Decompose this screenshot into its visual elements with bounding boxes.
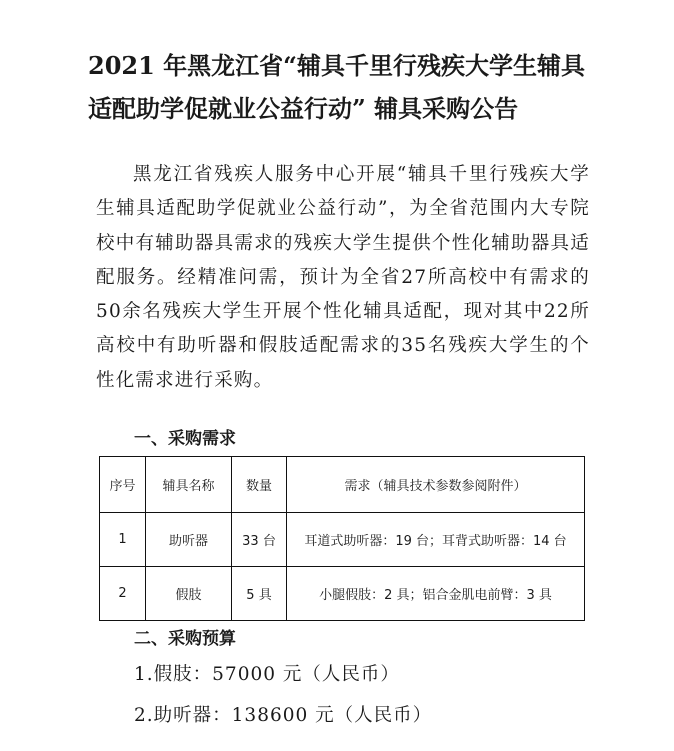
cell-name: 假肢 — [146, 567, 232, 621]
budget-item-prosthesis: 1.假肢：57000 元（人民币） — [134, 664, 400, 685]
intro-paragraph: 黑龙江省残疾人服务中心开展“辅具千里行残疾大学生辅具适配助学促就业公益行动”，为全省范围内大专院校中有辅助器具需求的残疾大学生提供个性化辅助器具适配服务。经精准问需，预计为全省27所高校中有需求的50余名残疾大学生开展个性化辅具适配，现对其中22所高校中有助听器和假肢适配需求的35名残疾大学生的个性化需求进行采购。 — [96, 164, 590, 391]
cell-requirement: 耳道式助听器：19 台；耳背式助听器：14 台 — [287, 513, 585, 567]
cell-name: 助听器 — [146, 513, 232, 567]
header-qty: 数量 — [232, 457, 287, 513]
table-header-row — [100, 457, 585, 513]
section-heading-requirements: 一、采购需求 — [134, 429, 236, 449]
header-requirement: 需求（辅具技术参数参阅附件） — [287, 457, 585, 513]
procurement-table — [99, 456, 585, 621]
table-row — [100, 513, 585, 567]
cell-no: 2 — [100, 567, 146, 621]
cell-no: 1 — [100, 513, 146, 567]
cell-qty: 5 具 — [232, 567, 287, 621]
header-name: 辅具名称 — [146, 457, 232, 513]
budget-item-hearing-aid: 2.助听器：138600 元（人民币） — [134, 705, 433, 726]
header-no: 序号 — [100, 457, 146, 513]
cell-requirement: 小腿假肢：2 具；铝合金肌电前臂：3 具 — [287, 567, 585, 621]
section-heading-budget: 二、采购预算 — [134, 629, 236, 649]
page-title: 2021 年黑龙江省“辅具千里行残疾大学生辅具适配助学促就业公益行动” 辅具采购公告 — [88, 51, 585, 123]
cell-qty: 33 台 — [232, 513, 287, 567]
table-row — [100, 567, 585, 621]
